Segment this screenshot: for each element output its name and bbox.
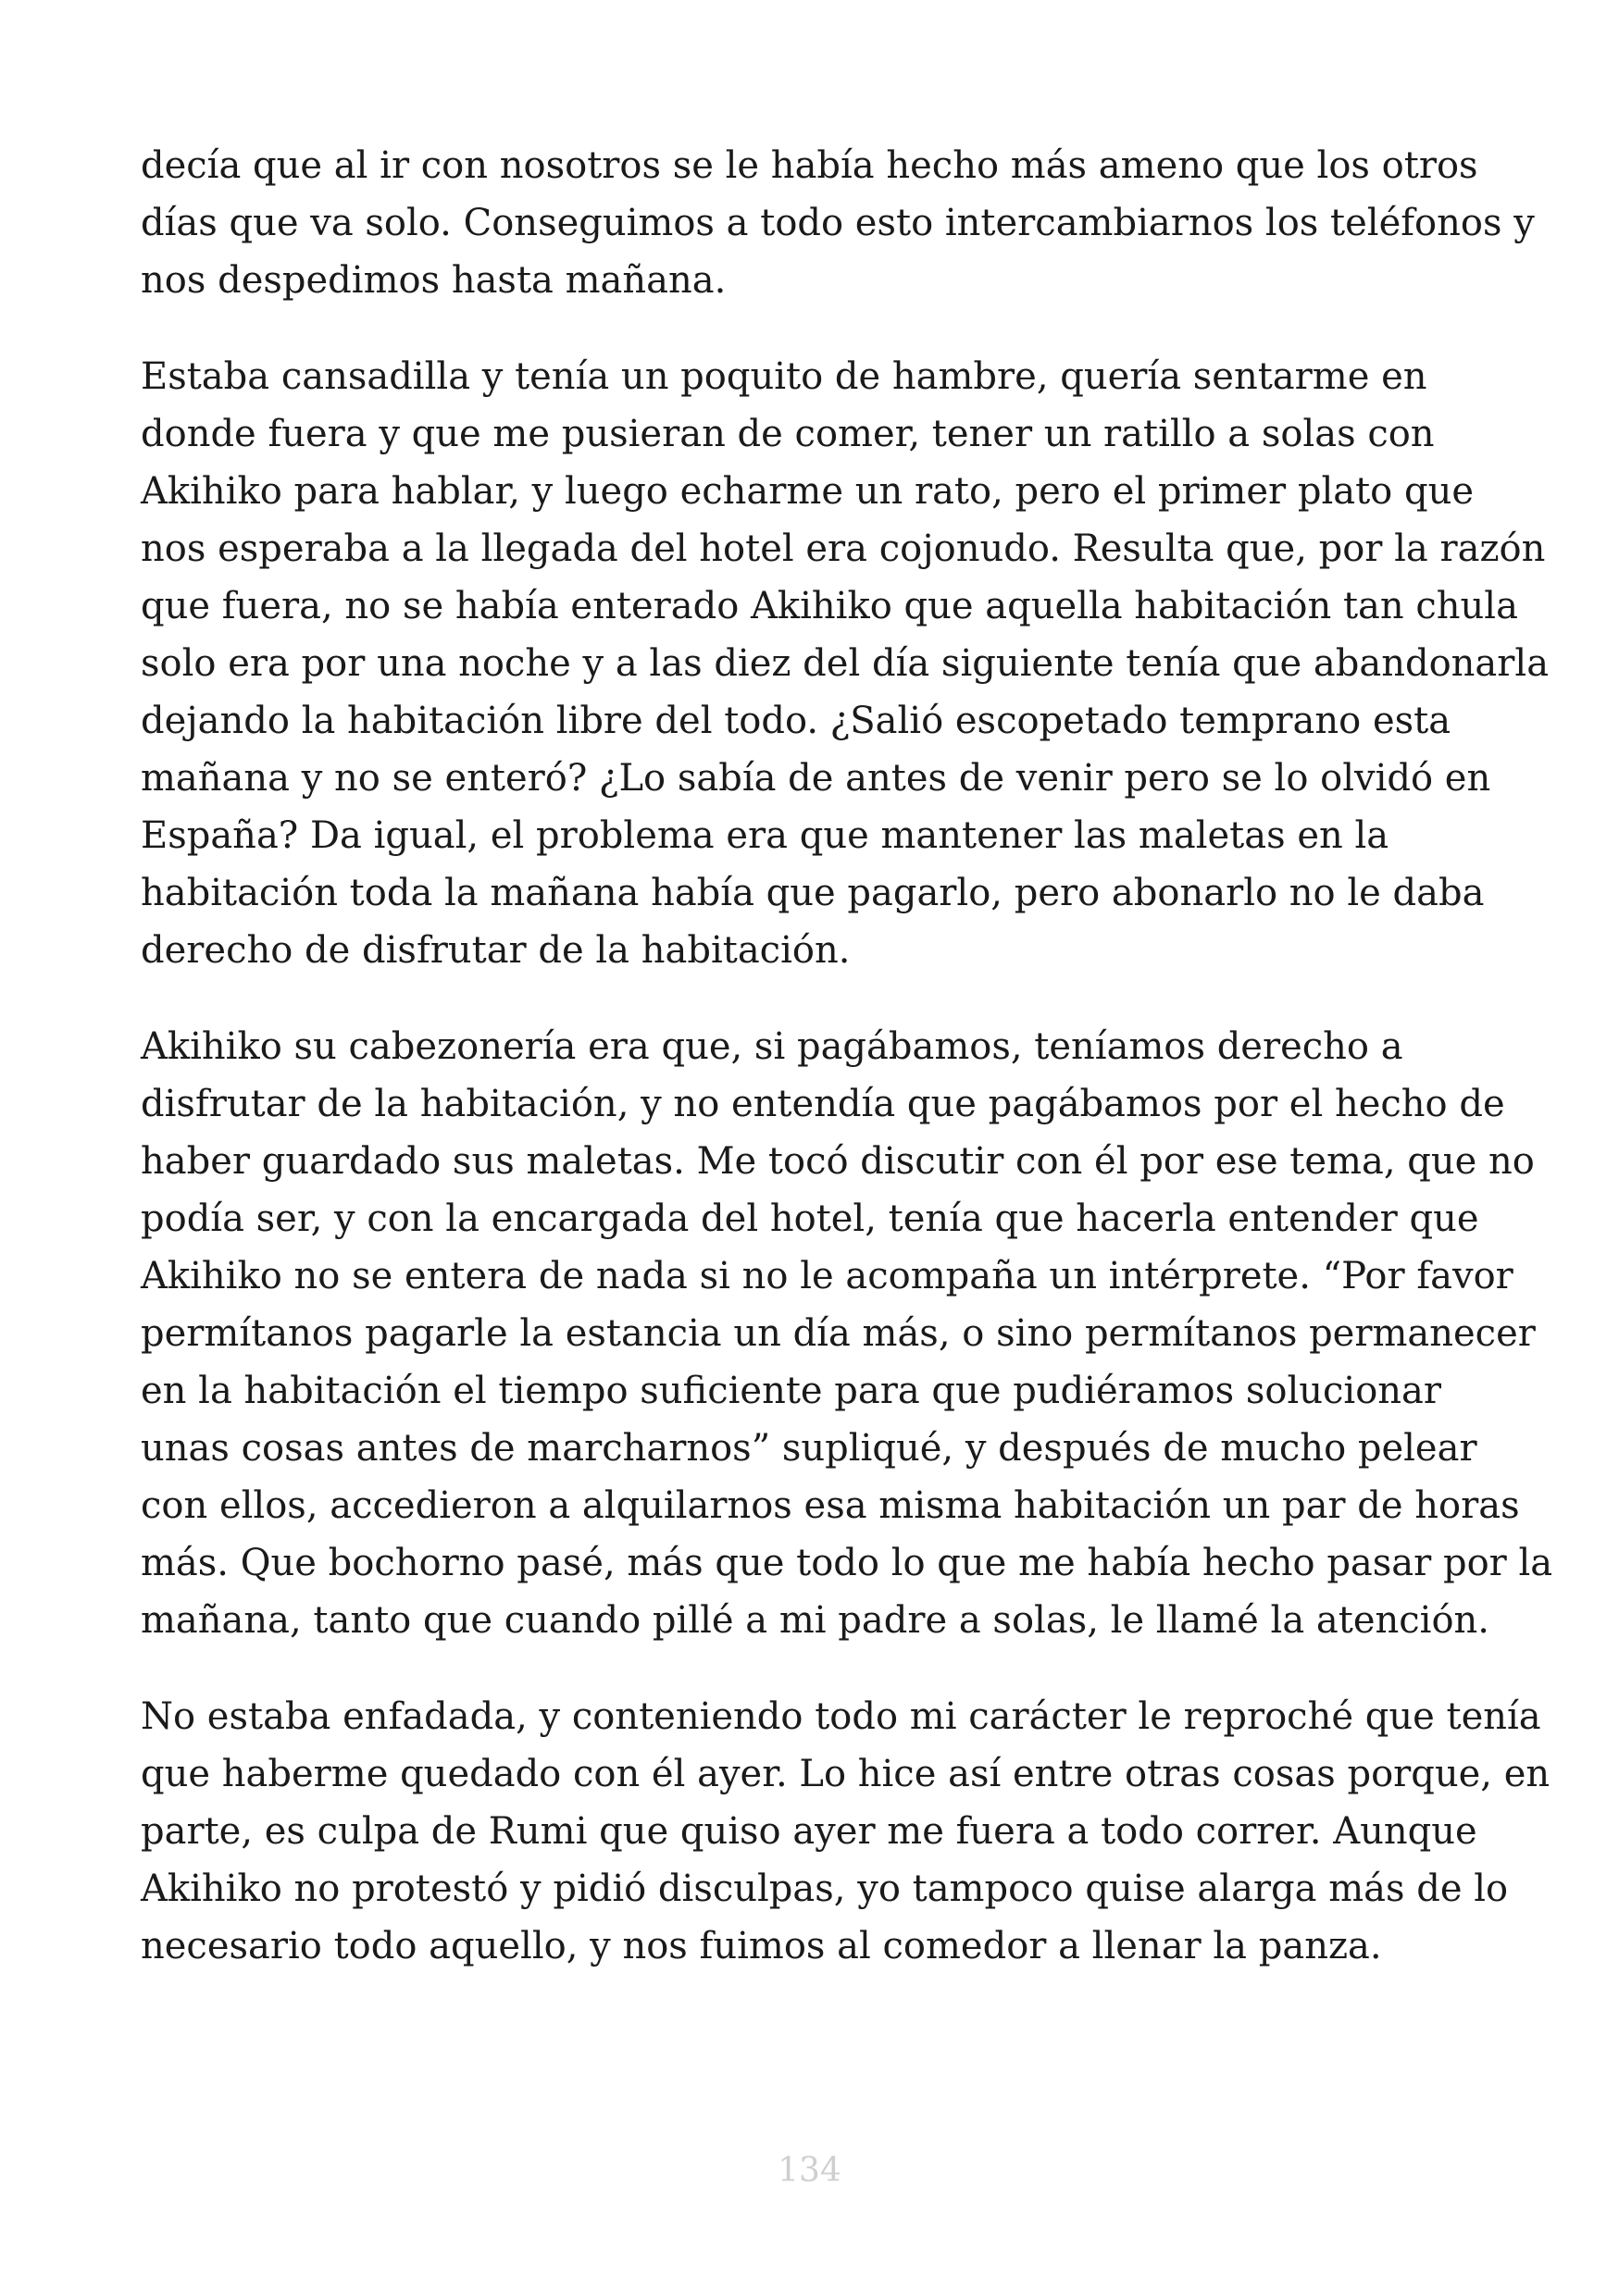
body-text bbox=[141, 137, 1553, 2014]
text-line: mañana, tanto que cuando pillé a mi padre a solas, le llamé la atención. bbox=[141, 1599, 1490, 1642]
text-line: nos despedimos hasta mañana. bbox=[141, 259, 727, 302]
text-line: con ellos, accedieron a alquilarnos esa misma habitación un par de horas bbox=[141, 1484, 1520, 1527]
paragraph bbox=[141, 348, 1550, 979]
text-line: en la habitación el tiempo suficiente para que pudiéramos solucionar bbox=[141, 1370, 1442, 1412]
text-line: derecho de disfrutar de la habitación. bbox=[141, 929, 851, 972]
text-line: podía ser, y con la encargada del hotel, tenía que hacerla entender que bbox=[141, 1198, 1479, 1240]
text-line: permítanos pagarle la estancia un día más, o sino permítanos permanecer bbox=[141, 1312, 1536, 1355]
text-line: parte, es culpa de Rumi que quiso ayer me fuera a todo correr. Aunque bbox=[141, 1810, 1477, 1853]
paragraph bbox=[141, 1688, 1551, 1975]
text-line: Estaba cansadilla y tenía un poquito de hambre, quería sentarme en bbox=[141, 355, 1427, 398]
text-line: decía que al ir con nosotros se le había hecho más ameno que los otros bbox=[141, 144, 1478, 187]
text-line: España? Da igual, el problema era que mantener las maletas en la bbox=[141, 814, 1389, 857]
text-line: dejando la habitación libre del todo. ¿Salió escopetado temprano esta bbox=[141, 700, 1451, 742]
text-line: donde fuera y que me pusieran de comer, tener un ratillo a solas con bbox=[141, 413, 1435, 455]
text-line: que fuera, no se había enterado Akihiko que aquella habitación tan chula bbox=[141, 585, 1518, 627]
text-line: días que va solo. Conseguimos a todo esto intercambiarnos los teléfonos y bbox=[141, 202, 1535, 244]
text-line: Akihiko para hablar, y luego echarme un rato, pero el primer plato que bbox=[141, 470, 1474, 513]
text-line: mañana y no se enteró? ¿Lo sabía de antes de venir pero se lo olvidó en bbox=[141, 757, 1491, 800]
text-line: haber guardado sus maletas. Me tocó discutir con él por ese tema, que no bbox=[141, 1140, 1535, 1183]
text-line: habitación toda la mañana había que pagarlo, pero abonarlo no le daba bbox=[141, 872, 1485, 914]
text-line: solo era por una noche y a las diez del día siguiente tenía que abandonarla bbox=[141, 642, 1550, 685]
paragraph bbox=[141, 1018, 1553, 1649]
text-line: que haberme quedado con él ayer. Lo hice así entre otras cosas porque, en bbox=[141, 1753, 1551, 1795]
text-line: unas cosas antes de marcharnos” supliqué, y después de mucho pelear bbox=[141, 1427, 1477, 1470]
text-line: Akihiko su cabezonería era que, si pagábamos, teníamos derecho a bbox=[141, 1025, 1403, 1068]
text-line: No estaba enfadada, y conteniendo todo mi carácter le reproché que tenía bbox=[141, 1695, 1541, 1738]
text-line: Akihiko no protestó y pidió disculpas, yo tampoco quise alarga más de lo bbox=[141, 1868, 1509, 1910]
text-line: Akihiko no se entera de nada si no le acompaña un intérprete. “Por favor bbox=[141, 1255, 1513, 1297]
text-line: más. Que bochorno pasé, más que todo lo que me había hecho pasar por la bbox=[141, 1542, 1553, 1584]
text-line: nos esperaba a la llegada del hotel era cojonudo. Resulta que, por la razón bbox=[141, 527, 1546, 570]
paragraph bbox=[141, 137, 1535, 309]
text-line: necesario todo aquello, y nos fuimos al comedor a llenar la panza. bbox=[141, 1925, 1382, 1967]
text-line: disfrutar de la habitación, y no entendía que pagábamos por el hecho de bbox=[141, 1083, 1505, 1125]
page-number: 134 bbox=[778, 2152, 841, 2190]
